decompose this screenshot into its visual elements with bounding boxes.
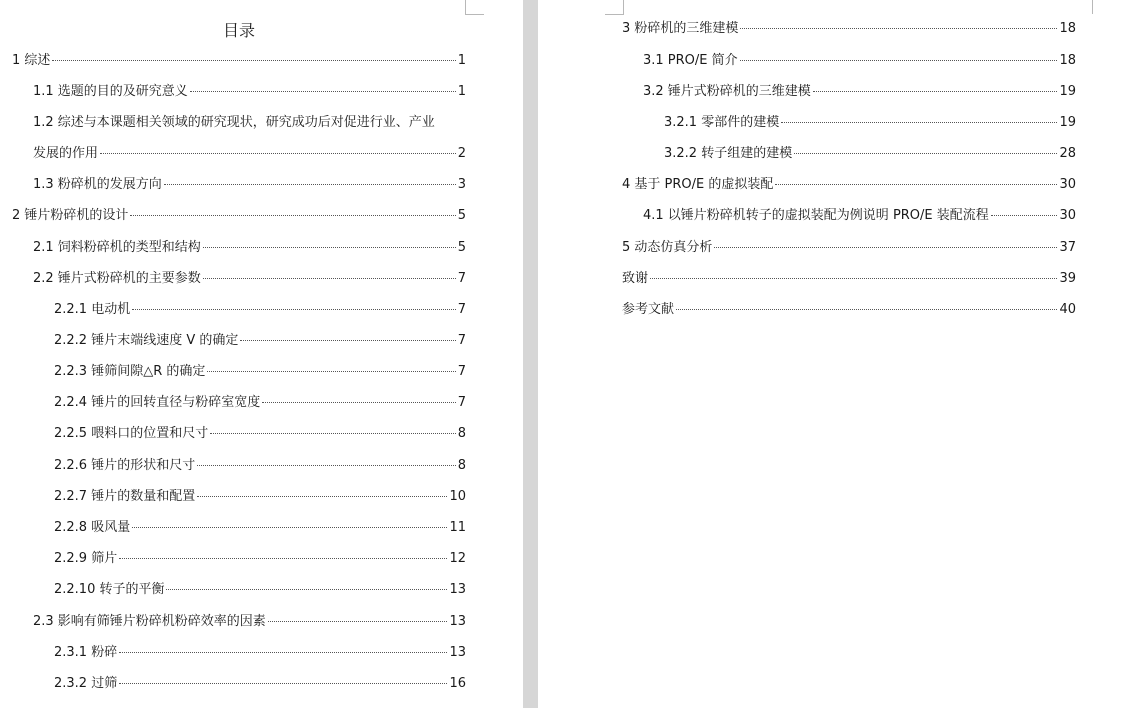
toc-entry[interactable]: 2.2.7 锤片的数量和配置 10 xyxy=(54,489,466,504)
toc-entry[interactable]: 3 粉碎机的三维建模 18 xyxy=(622,21,1076,36)
toc-entry[interactable]: 5 动态仿真分析 37 xyxy=(622,240,1076,255)
toc-title: 目录 xyxy=(222,21,255,40)
toc-entry[interactable]: 2.2.2 锤片末端线速度 V 的确定 7 xyxy=(54,333,466,348)
toc-entry[interactable]: 3.2.2 转子组建的建模 28 xyxy=(664,146,1076,161)
page-corner-mark xyxy=(465,0,484,15)
toc-entry[interactable]: 2.2.6 锤片的形状和尺寸 8 xyxy=(54,458,466,473)
toc-entry[interactable]: 2.2.5 喂料口的位置和尺寸 8 xyxy=(54,426,466,441)
toc-entry[interactable]: 2.2.8 吸风量 11 xyxy=(54,520,466,535)
toc-entry[interactable]: 2.2.9 筛片 12 xyxy=(54,551,466,566)
toc-entry[interactable]: 2.3 影响有筛锤片粉碎机粉碎效率的因素 13 xyxy=(33,614,466,629)
toc-entry[interactable]: 4 基于 PRO/E 的虚拟装配 30 xyxy=(622,177,1076,192)
toc-entry[interactable]: 参考文献 40 xyxy=(622,302,1076,317)
toc-entry[interactable]: 1 综述 1 xyxy=(12,53,466,68)
toc-entry[interactable]: 3.1 PRO/E 简介 18 xyxy=(643,53,1076,68)
toc-entry[interactable]: 2.2.10 转子的平衡 13 xyxy=(54,582,466,597)
page-corner-mark xyxy=(1092,0,1093,14)
page-corner-mark xyxy=(605,0,624,15)
toc-entry[interactable]: 2.2.3 锤筛间隙△R 的确定 7 xyxy=(54,364,466,379)
toc-entry[interactable]: 3.2.1 零部件的建模 19 xyxy=(664,115,1076,130)
toc-entry[interactable]: 1.1 选题的目的及研究意义 1 xyxy=(33,84,466,99)
toc-entry[interactable]: 2.3.1 粉碎 13 xyxy=(54,645,466,660)
toc-entry[interactable]: 2.2 锤片式粉碎机的主要参数 7 xyxy=(33,271,466,286)
toc-entry[interactable]: 2 锤片粉碎机的设计 5 xyxy=(12,208,466,223)
right-page xyxy=(538,0,1134,708)
toc-entry[interactable]: 1.3 粉碎机的发展方向 3 xyxy=(33,177,466,192)
toc-entry[interactable]: 2.1 饲料粉碎机的类型和结构 5 xyxy=(33,240,466,255)
toc-entry[interactable]: 发展的作用 2 xyxy=(33,146,466,161)
toc-entry[interactable]: 2.2.1 电动机 7 xyxy=(54,302,466,317)
toc-entry[interactable]: 2.3.2 过筛 16 xyxy=(54,676,466,691)
toc-entry[interactable]: 4.1 以锤片粉碎机转子的虚拟装配为例说明 PRO/E 装配流程 30 xyxy=(643,208,1076,223)
toc-entry-wrap[interactable]: 1.2 综述与本课题相关领域的研究现状，研究成功后对促进行业、产业 xyxy=(33,115,435,130)
toc-entry[interactable]: 3.2 锤片式粉碎机的三维建模 19 xyxy=(643,84,1076,99)
toc-entry[interactable]: 2.2.4 锤片的回转直径与粉碎室宽度 7 xyxy=(54,395,466,410)
left-page xyxy=(0,0,523,708)
toc-entry[interactable]: 致谢 39 xyxy=(622,271,1076,286)
